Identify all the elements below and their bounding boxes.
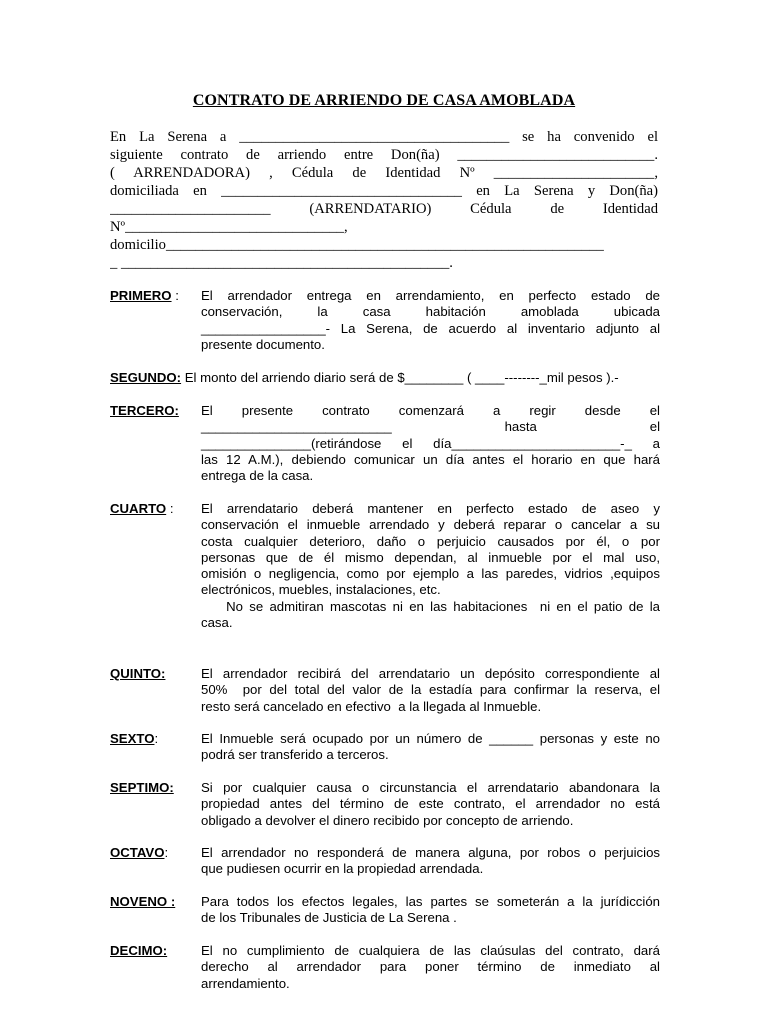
clause-body: [201, 666, 660, 715]
clause-line: _________________- La Serena, de acuerdo al inventario adjunto al: [201, 320, 660, 336]
clause-line: El no cumplimiento de cualquiera de las claúsulas del contrato, dará: [201, 943, 660, 958]
intro-line: domiciliada en _________________________________ en La Serena y Don(ña): [110, 183, 658, 199]
intro-line: Nº______________________________,: [110, 219, 348, 235]
intro-line: siguiente contrato de arriendo entre Don(ña) ___________________________.: [110, 147, 658, 163]
clause-line: obligado a devolver el dinero recibido por concepto de arriendo.: [201, 812, 574, 828]
clause-body: [201, 501, 660, 631]
intro-line: ( ARRENDADORA) , Cédula de Identidad Nº ______________________,: [110, 165, 658, 181]
clause-line: las 12 A.M.), debiendo comunicar un día antes el horario en que hará: [201, 451, 660, 467]
clause-line: electrónicos, muebles, instalaciones, etc.: [201, 582, 441, 598]
clause-body: [201, 731, 660, 764]
clause-body: [201, 288, 660, 353]
clause-line: presente documento.: [201, 336, 325, 352]
clause-line: 50% por del total del valor de la estadía para confirmar la reserva, el: [201, 682, 660, 698]
clause-line: omisión o negligencia, como por ejemplo a las paredes, vidrios ,equipos: [201, 566, 660, 582]
clause-label: CUARTO :: [110, 501, 174, 516]
intro-line: ______________________ (ARRENDATARIO) Cédula de Identidad: [110, 201, 658, 217]
clause-label: QUINTO:: [110, 666, 166, 681]
clause-line: costa cualquier deterioro, daño o perjuicio causados por él, o por: [201, 533, 660, 549]
clause-line: conservación el inmueble arrendado y deberá reparar o cancelar a su: [201, 517, 660, 533]
clause-body: [201, 403, 660, 484]
clause-line: que pudiesen ocurrir en la propiedad arrendada.: [201, 861, 484, 877]
clause-line: arrendamiento.: [201, 975, 290, 991]
clause-line: No se admitiran mascotas ni en las habitaciones ni en el patio de la: [201, 598, 660, 614]
clause-sexto: [110, 731, 660, 764]
clause-line: El arrendador no responderá de manera alguna, por robos o perjuicios: [201, 845, 660, 860]
clause-body: [201, 780, 660, 829]
clause-line: propiedad antes del término de este contrato, el arrendador no está: [201, 796, 660, 812]
clause-line: Si por cualquier causa o circunstancia el arrendatario abandonara la: [201, 780, 660, 795]
clause-line: conservación, la casa habitación amoblada ubicada: [201, 304, 660, 320]
clause-label: DECIMO:: [110, 943, 168, 958]
clause-label: PRIMERO :: [110, 288, 179, 303]
clause-line: _______________(retirándose el día_______________________-_ a: [201, 435, 660, 451]
clause-line: podrá ser transferido a terceros.: [201, 747, 389, 763]
clause-octavo: [110, 845, 660, 878]
clause-line: El arrendatario deberá mantener en perfecto estado de aseo y: [201, 501, 660, 516]
clause-line: __________________________ hasta el: [201, 419, 660, 435]
clause-body: [201, 943, 660, 992]
clause-line: de los Tribunales de Justicia de La Serena .: [201, 910, 457, 926]
clause-line: casa.: [201, 615, 233, 631]
clause-noveno: [110, 894, 660, 927]
clause-line: El Inmueble será ocupado por un número de ______ personas y este no: [201, 731, 660, 746]
clause-decimo: [110, 943, 660, 992]
intro-line: En La Serena a _____________________________________ se ha convenido el: [110, 129, 658, 145]
clause-segundo: [110, 370, 660, 386]
clause-line: derecho al arrendador para poner término de inmediato al: [201, 959, 660, 975]
clause-line: El presente contrato comenzará a regir desde el: [201, 403, 660, 418]
clause-line: El arrendador entrega en arrendamiento, en perfecto estado de: [201, 288, 660, 303]
clause-line: entrega de la casa.: [201, 468, 314, 484]
clause-label: SEPTIMO:: [110, 780, 174, 795]
intro-line: _ _____________________________________________.: [110, 255, 453, 271]
intro-paragraph: [110, 128, 658, 272]
clause-label: OCTAVO:: [110, 845, 169, 860]
clause-line: personas que de él mismo dependan, al inmueble por el mal uso,: [201, 549, 660, 565]
clause-cuarto: [110, 501, 660, 631]
clause-septimo: [110, 780, 660, 829]
clause-body: [110, 370, 660, 386]
clause-label: SEGUNDO:: [110, 370, 182, 385]
clause-primero: [110, 288, 660, 353]
clause-line: resto será cancelado en efectivo a la llegada al Inmueble.: [201, 698, 542, 714]
clause-line: El monto del arriendo diario será de $________ ( ____--------_mil pesos ).-: [181, 370, 619, 385]
document-title: CONTRATO DE ARRIENDO DE CASA AMOBLADA: [192, 92, 576, 109]
clause-tercero: [110, 403, 660, 484]
clause-label: SEXTO:: [110, 731, 159, 746]
clause-label: TERCERO:: [110, 403, 179, 418]
clause-line: Para todos los efectos legales, las partes se someterán a la jurídicción: [201, 894, 660, 909]
clause-line: El arrendador recibirá del arrendatario un depósito correspondiente al: [201, 666, 660, 681]
intro-line: domicilio____________________________________________________________: [110, 237, 604, 253]
clause-body: [201, 894, 660, 927]
clause-label: NOVENO :: [110, 894, 176, 909]
clause-body: [201, 845, 660, 878]
clause-quinto: [110, 666, 660, 715]
